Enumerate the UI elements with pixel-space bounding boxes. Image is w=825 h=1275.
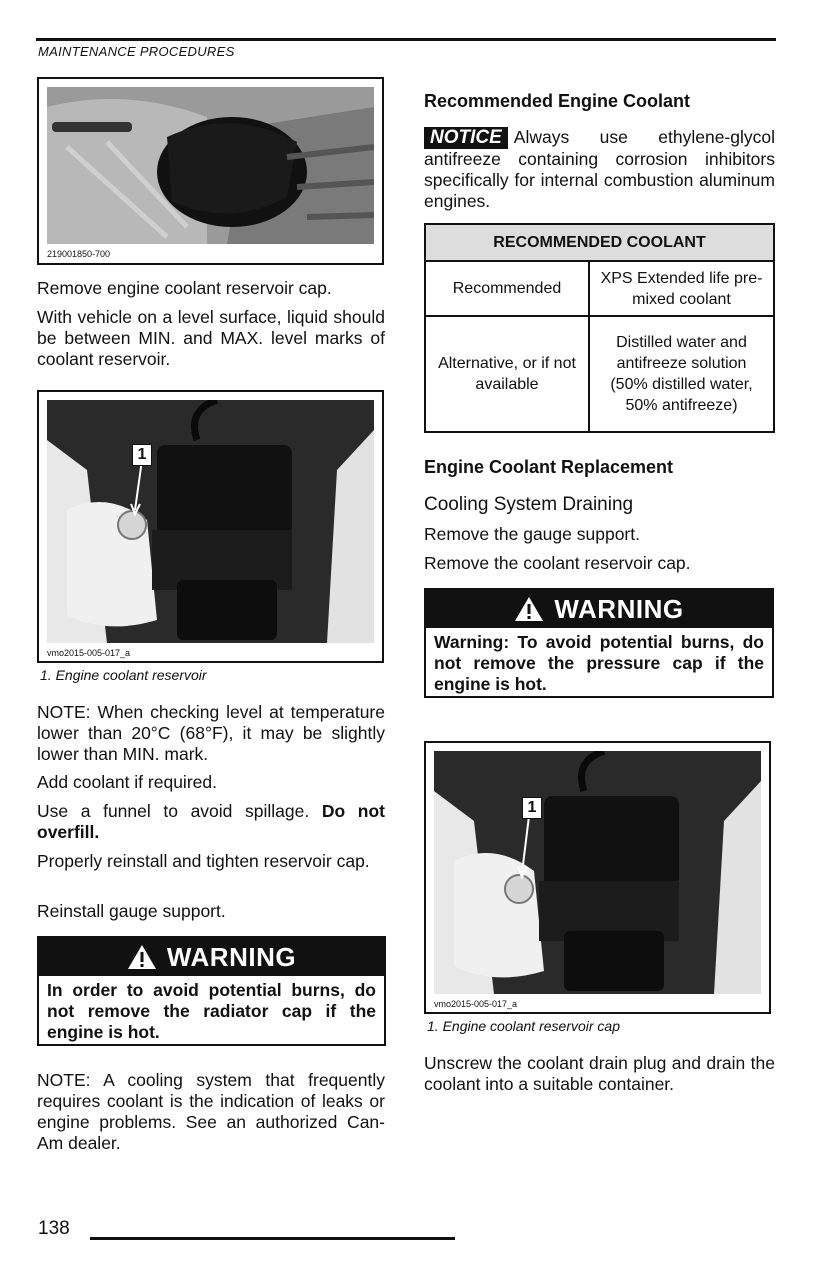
- note-text: When checking level at temperature lower than 20°C (68°F), it may be slightly lower than MIN. mark.: [37, 702, 385, 764]
- paragraph-level-check: With vehicle on a level surface, liquid should be between MIN. and MAX. level marks of coolant reservoir.: [37, 307, 385, 369]
- photo-reservoir-cap: [434, 751, 761, 994]
- figure-reservoir-cap: [424, 741, 771, 1014]
- table-row: [425, 261, 774, 316]
- overfill-warning-text: Do not overfill.: [37, 801, 385, 842]
- table-cell-label: Recommended: [425, 261, 589, 316]
- warning-box-pressure-cap: [424, 588, 774, 698]
- warning-title: WARNING: [166, 941, 297, 972]
- table-cell-value: Distilled water and antifreeze solution (50% distilled water, 50% antifreeze): [589, 316, 774, 432]
- paragraph-add-coolant: Add coolant if required.: [37, 772, 217, 792]
- seat-illustration: [47, 87, 374, 244]
- figure-caption: 1. Engine coolant reservoir: [40, 667, 207, 683]
- figure-caption: 1. Engine coolant reservoir cap: [427, 1018, 620, 1034]
- callout-badge: 1: [522, 797, 542, 819]
- table-row: [425, 316, 774, 432]
- reservoir-illustration: [47, 400, 374, 643]
- note-label: NOTE:: [37, 702, 91, 722]
- section-title: MAINTENANCE PROCEDURES: [38, 44, 235, 59]
- figure-code: vmo2015-005-017_a: [434, 999, 518, 1009]
- table-cell-label: Alternative, or if not available: [425, 316, 589, 432]
- note-text: A cooling system that frequently requires coolant is the indication of leaks or engine problems. See an authorized Can-Am dealer.: [37, 1070, 385, 1153]
- footer-rule: [90, 1237, 455, 1240]
- paragraph-funnel: [37, 801, 385, 843]
- paragraph-remove-gauge: Remove the gauge support.: [424, 524, 640, 544]
- figure-code: vmo2015-005-017_a: [47, 648, 131, 658]
- note-label: NOTE:: [37, 1070, 91, 1090]
- note-cooling-system: [37, 1070, 385, 1154]
- warning-header: [426, 590, 772, 628]
- table-title: RECOMMENDED COOLANT: [425, 224, 774, 261]
- notice-text: Always use ethylene-glycol antifreeze containing corrosion inhibitors specifically for internal combustion aluminum engines.: [424, 127, 775, 211]
- funnel-text: Use a funnel to avoid spillage.: [37, 801, 322, 821]
- page-number: 138: [38, 1218, 70, 1239]
- table-cell-value: XPS Extended life pre-mixed coolant: [589, 261, 774, 316]
- photo-reservoir: [47, 400, 374, 643]
- figure-code: 219001850-700: [47, 249, 111, 259]
- paragraph-drain-plug: Unscrew the coolant drain plug and drain the coolant into a suitable container.: [424, 1053, 775, 1094]
- paragraph-reinstall-gauge: Reinstall gauge support.: [37, 901, 226, 921]
- paragraph-remove-reservoir-cap: Remove the coolant reservoir cap.: [424, 553, 691, 573]
- paragraph-remove-cap: Remove engine coolant reservoir cap.: [37, 278, 332, 298]
- notice-paragraph: [424, 127, 775, 212]
- warning-title: WARNING: [554, 593, 684, 624]
- figure-reservoir: [37, 390, 384, 663]
- reservoir-cap-illustration: [434, 751, 761, 994]
- heading-recommended-coolant: Recommended Engine Coolant: [424, 91, 691, 111]
- figure-seat-cover: [37, 77, 384, 265]
- subheading-draining: Cooling System Draining: [424, 494, 634, 515]
- notice-badge: NOTICE: [424, 127, 508, 149]
- warning-header: [39, 938, 384, 976]
- callout-badge: 1: [132, 444, 152, 466]
- warning-triangle-icon: [514, 596, 544, 622]
- warning-box-radiator: [37, 936, 386, 1046]
- heading-coolant-replacement: Engine Coolant Replacement: [424, 457, 674, 477]
- warning-triangle-icon: [127, 944, 157, 970]
- header-rule: [36, 38, 776, 41]
- coolant-table: [424, 223, 775, 433]
- warning-text: Warning: To avoid potential burns, do not remove the pressure cap if the engine is hot.: [434, 632, 764, 694]
- note-temperature: [37, 702, 385, 765]
- photo-seat: [47, 87, 374, 244]
- paragraph-reinstall-cap: Properly reinstall and tighten reservoir cap.: [37, 851, 370, 871]
- warning-text: In order to avoid potential burns, do not remove the radiator cap if the engine is hot.: [47, 980, 376, 1042]
